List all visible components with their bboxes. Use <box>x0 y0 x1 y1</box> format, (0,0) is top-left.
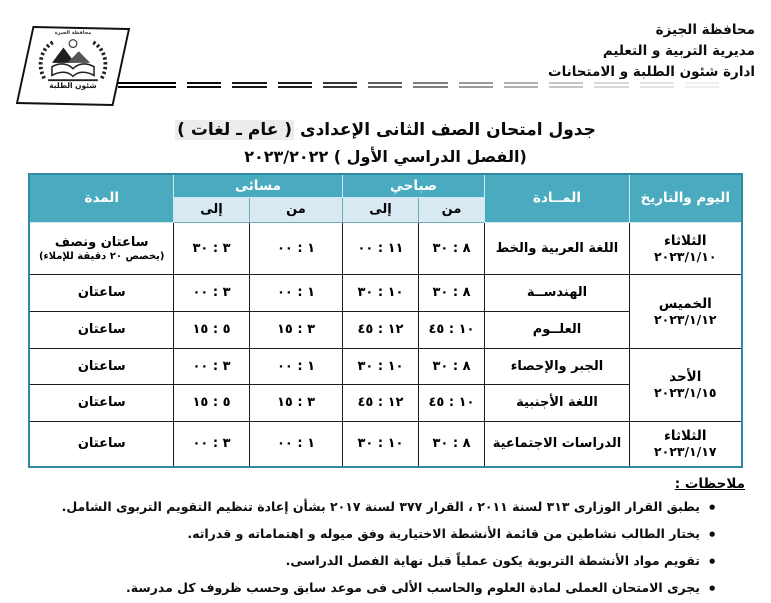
time-cell <box>342 311 418 348</box>
table-row <box>29 274 741 311</box>
time-value: ٣ : ٠٠ <box>192 285 231 300</box>
exam-schedule-table <box>28 173 742 468</box>
duration-cell: ساعتان <box>29 274 173 311</box>
time-value: ١٢ : ٤٥ <box>357 322 404 337</box>
time-cell <box>249 222 342 274</box>
duration-cell: ساعتان <box>29 348 173 384</box>
time-cell <box>419 421 485 467</box>
col-header-morning: صباحي <box>342 174 484 197</box>
col-header-subject: المــادة <box>485 174 630 222</box>
time-cell <box>342 222 418 274</box>
day-name: الأحد <box>669 369 702 385</box>
time-cell <box>173 222 249 274</box>
note-item: • يطبق القرار الوزارى ٣١٣ لسنة ٢٠١١ ، القرار ٣٧٧ لسنة ٢٠١٧ بشأن إعادة تنظيم التقويم التربوى الشامل. <box>20 499 717 516</box>
time-cell <box>173 348 249 384</box>
day-cell <box>630 222 742 274</box>
time-cell <box>249 348 342 384</box>
duration-cell: ساعتان <box>29 311 173 348</box>
col-header-day: اليوم والتاريخ <box>630 174 742 222</box>
exam-title-main: جدول امتحان الصف الثانى الإعدادى <box>299 120 596 140</box>
subject-cell: الجبر والإحصاء <box>485 348 630 384</box>
time-value: ١٠ : ٣٠ <box>357 358 404 374</box>
time-cell <box>419 274 485 311</box>
exam-title-track: ( عام ـ لغات ) <box>177 120 293 140</box>
time-value: ٣ : ٠٠ <box>192 436 231 452</box>
time-value: ١٠ : ٤٥ <box>428 322 475 337</box>
day-cell <box>630 348 742 421</box>
note-item: • يختار الطالب نشاطين من قائمة الأنشطة الاختيارية وفق ميوله و اهتماماته و قدراته. <box>20 526 717 543</box>
notes-list <box>20 499 717 597</box>
day-name: الثلاثاء <box>664 232 707 249</box>
day-date: ٢٠٢٣/١/١٢ <box>653 311 717 327</box>
time-value: ١٠ : ٤٥ <box>428 395 475 410</box>
exam-title <box>0 120 771 140</box>
time-value: ٥ : ١٥ <box>192 395 231 410</box>
logo-inner <box>26 29 120 103</box>
semester-label: (الفصل الدراسي الأول ) <box>333 147 527 166</box>
duration-cell <box>29 222 173 274</box>
time-cell <box>249 384 342 421</box>
time-cell <box>173 311 249 348</box>
col-header-duration: المدة <box>29 174 173 222</box>
time-cell <box>419 311 485 348</box>
subject-cell: اللغة الأجنبية <box>485 384 630 421</box>
time-value: ١٠ : ٣٠ <box>357 436 404 452</box>
time-value: ١٠ : ٣٠ <box>357 285 404 300</box>
table-row <box>29 222 741 274</box>
col-header-morning-to: إلى <box>342 197 418 222</box>
time-value: ٣ : ٠٠ <box>192 358 231 374</box>
duration-note: (يخصص ٢٠ دقيقة للإملاء) <box>38 250 165 262</box>
table-row <box>29 348 741 384</box>
time-cell <box>342 274 418 311</box>
semester-title <box>0 147 771 166</box>
subject-cell: الهندســة <box>485 274 630 311</box>
notes-heading: ملاحظات : <box>674 476 745 492</box>
day-name: الثلاثاء <box>664 428 707 445</box>
col-header-evening: مسائى <box>173 174 342 197</box>
pyramids-book-emblem-icon <box>34 36 112 84</box>
org-header-text <box>548 20 755 83</box>
time-value: ١ : ٠٠ <box>276 240 316 256</box>
col-header-morning-from: من <box>419 197 485 222</box>
notes-section <box>0 468 771 597</box>
duration-cell: ساعتان <box>29 384 173 421</box>
time-value: ٨ : ٣٠ <box>432 358 471 374</box>
time-cell <box>249 421 342 467</box>
org-directorate: مديرية التربية و التعليم <box>602 42 755 59</box>
title-block <box>0 120 771 166</box>
time-value: ٣ : ١٥ <box>276 322 316 337</box>
time-cell <box>342 384 418 421</box>
student-affairs-logo <box>16 26 130 106</box>
logo-top-text: محافظة الجيزة <box>54 29 92 36</box>
document-header <box>0 0 771 112</box>
time-value: ١ : ٠٠ <box>276 358 316 374</box>
day-cell <box>630 274 742 348</box>
school-year: ٢٠٢٣/٢٠٢٢ <box>244 147 329 166</box>
note-item: • يجرى الامتحان العملى لمادة العلوم والحاسب الألى فى موعد سابق وحسب ظروف كل مدرسة. <box>20 580 717 597</box>
day-date: ٢٠٢٣/١/١٥ <box>653 385 717 400</box>
time-cell <box>419 222 485 274</box>
subject-cell: اللغة العربية والخط <box>485 222 630 274</box>
time-cell <box>249 311 342 348</box>
time-cell <box>173 384 249 421</box>
col-header-evening-from: من <box>249 197 342 222</box>
time-value: ٨ : ٣٠ <box>432 436 471 452</box>
logo-bottom-text: شئون الطلبة <box>49 81 97 91</box>
subject-cell: العلــوم <box>485 311 630 348</box>
time-cell <box>419 384 485 421</box>
divider-dashes <box>118 82 719 88</box>
time-cell <box>173 274 249 311</box>
org-governorate: محافظة الجيزة <box>655 22 755 38</box>
time-cell <box>173 421 249 467</box>
time-value: ١١ : ٠٠ <box>357 240 404 256</box>
time-value: ١ : ٠٠ <box>276 285 316 300</box>
time-value: ٨ : ٣٠ <box>432 285 471 300</box>
org-administration: ادارة شئون الطلبة و الامتحانات <box>548 63 755 80</box>
time-value: ٣ : ٣٠ <box>192 240 231 256</box>
time-value: ١ : ٠٠ <box>276 436 316 452</box>
day-name: الخميس <box>658 295 712 312</box>
note-item: • تقويم مواد الأنشطة التربوية يكون عملياً قبل نهاية الفصل الدراسى. <box>20 553 717 570</box>
duration-value: ساعتان ونصف <box>54 234 149 250</box>
time-cell <box>342 348 418 384</box>
table-row <box>29 421 741 467</box>
time-cell <box>249 274 342 311</box>
time-value: ٥ : ١٥ <box>192 322 231 337</box>
subject-cell: الدراسات الاجتماعية <box>485 421 630 467</box>
day-cell <box>630 421 742 467</box>
col-header-evening-to: إلى <box>173 197 249 222</box>
time-cell <box>419 348 485 384</box>
time-value: ١٢ : ٤٥ <box>357 395 404 410</box>
time-value: ٨ : ٣٠ <box>432 240 471 256</box>
time-value: ٣ : ١٥ <box>276 395 316 410</box>
day-date: ٢٠٢٣/١/١٠ <box>653 248 717 264</box>
duration-cell: ساعتان <box>29 421 173 467</box>
time-cell <box>342 421 418 467</box>
day-date: ٢٠٢٣/١/١٧ <box>653 444 717 460</box>
